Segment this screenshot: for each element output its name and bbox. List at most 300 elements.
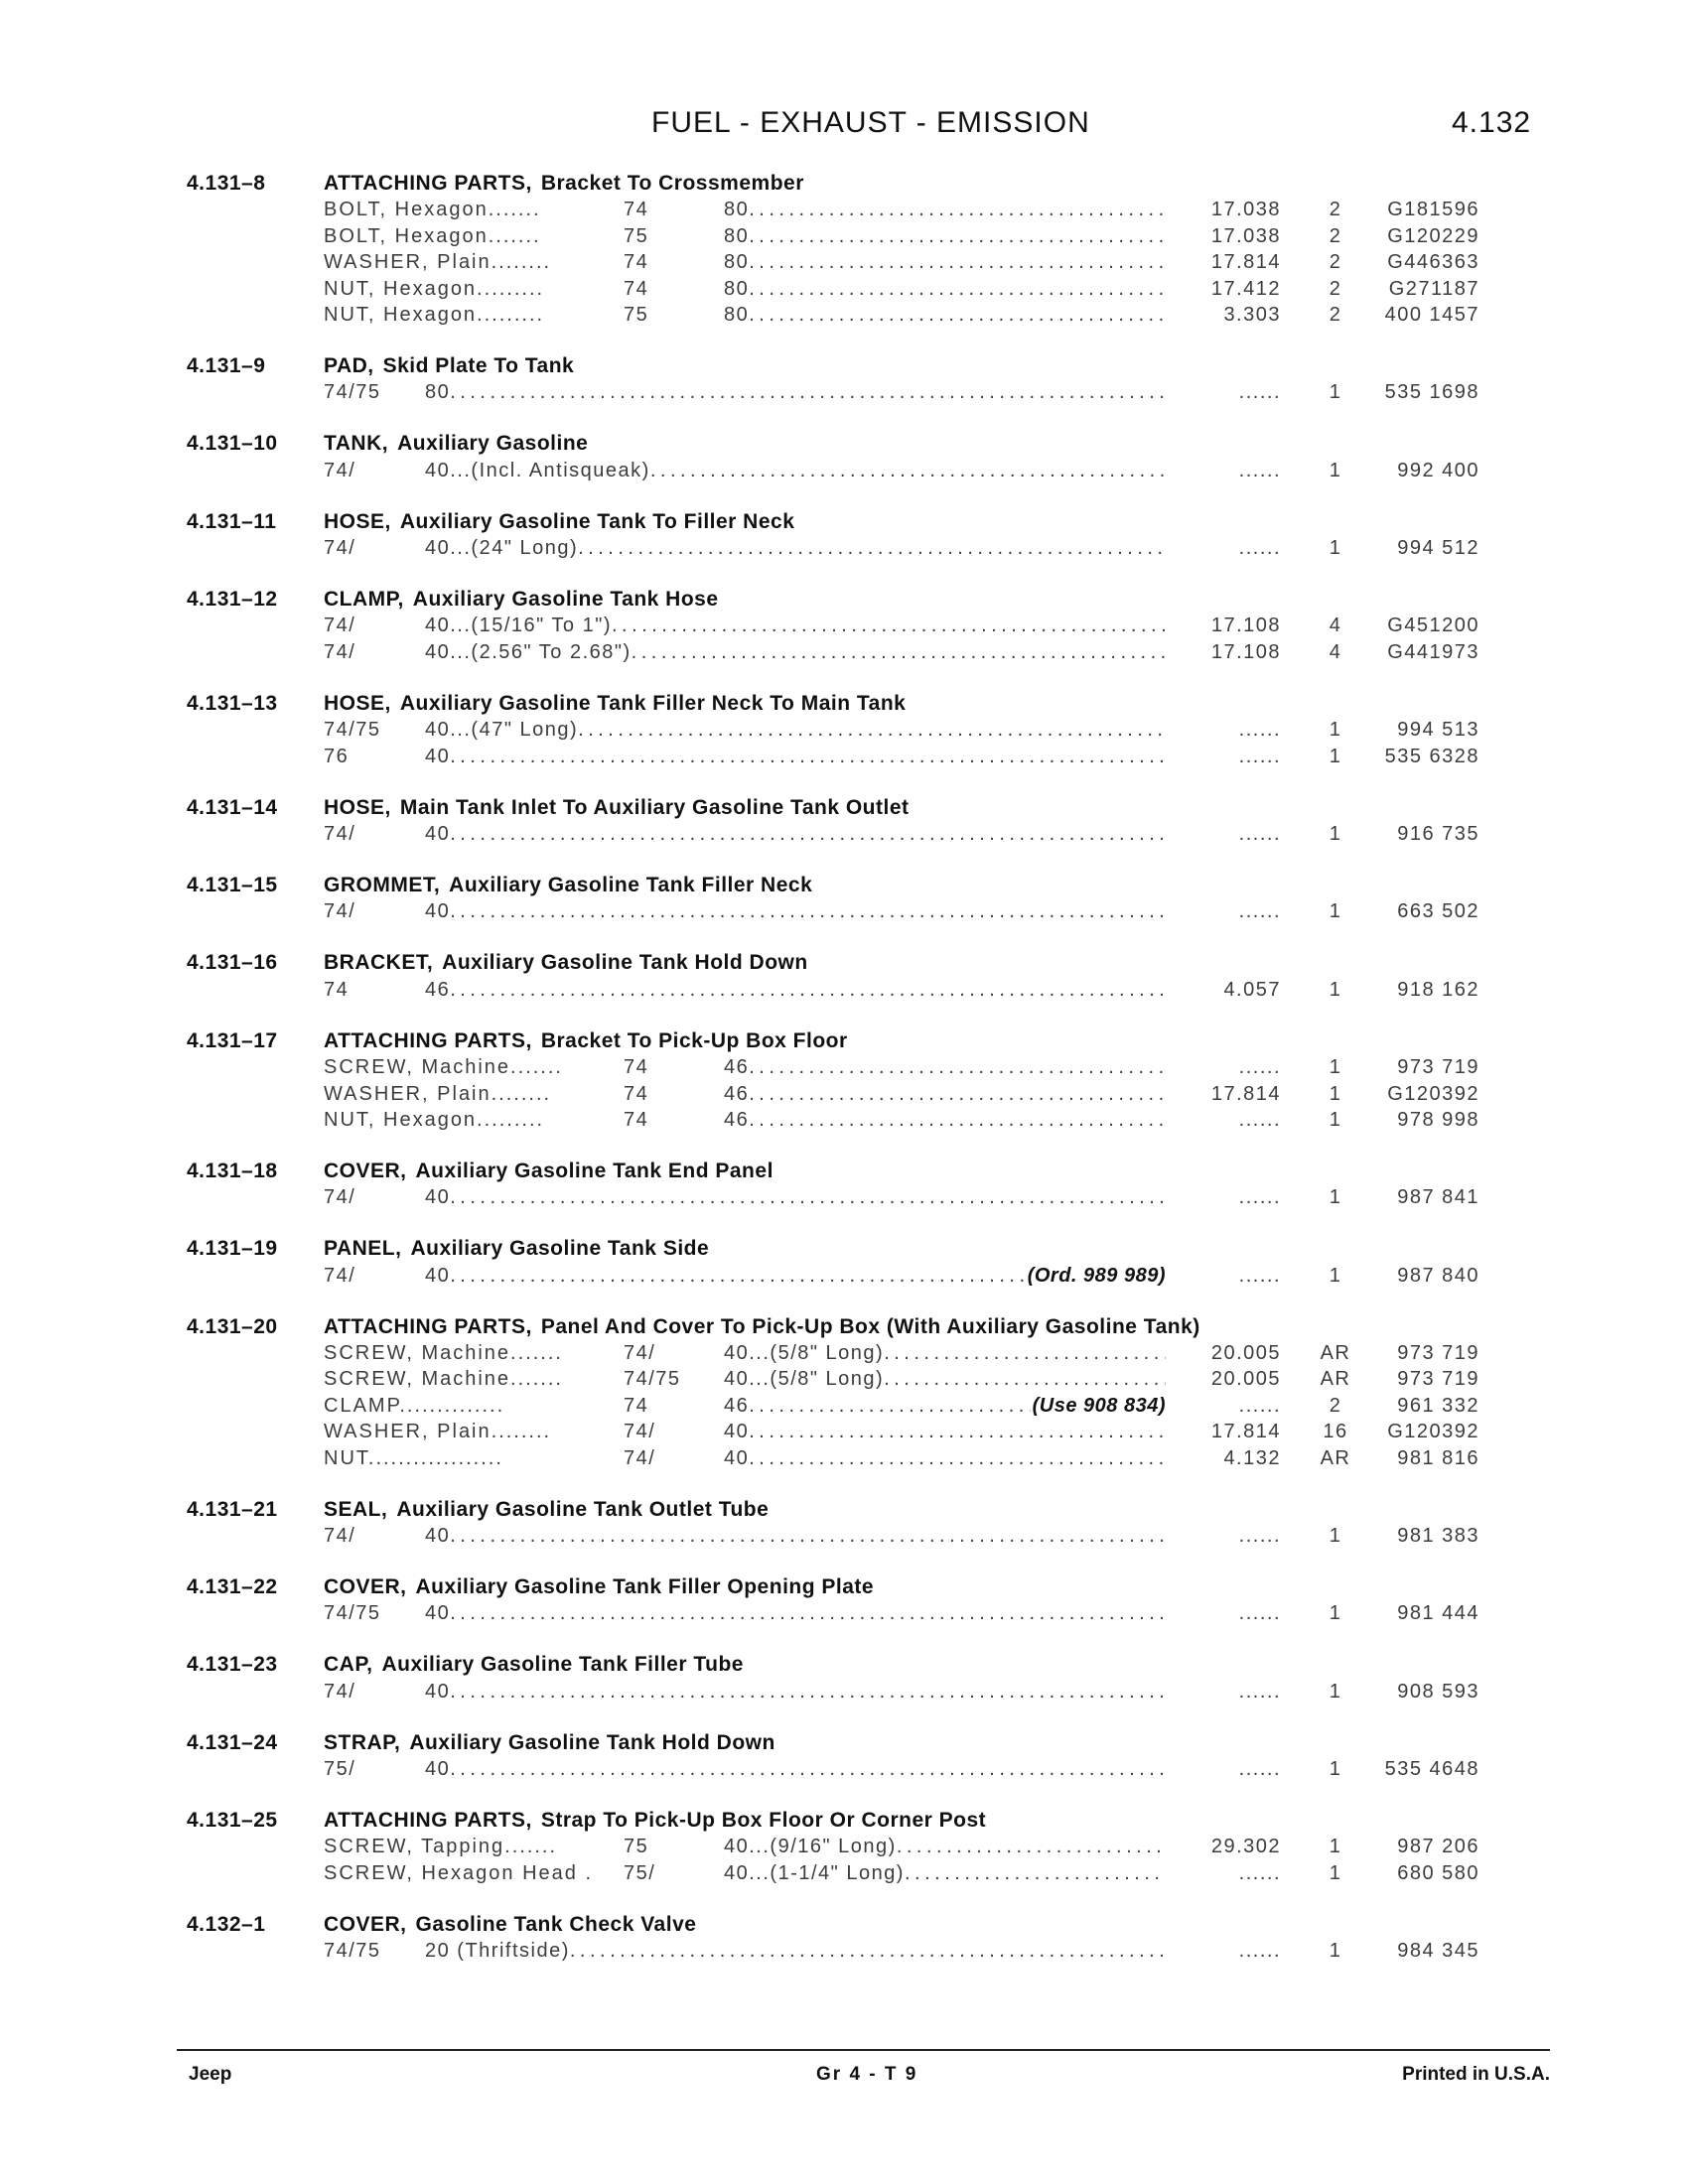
quantity: 2	[1329, 303, 1342, 326]
part-description: Bracket To Crossmember	[540, 172, 804, 195]
parts-list	[0, 171, 1688, 1989]
usage-code: 80	[724, 251, 750, 274]
usage-code-field	[724, 1860, 1166, 1886]
parts-entry	[0, 587, 1688, 665]
entry-title	[324, 1159, 774, 1184]
quantity: 1	[1329, 1940, 1342, 1963]
part-description: Auxiliary Gasoline Tank Outlet Tube	[396, 1497, 770, 1521]
leader-dots	[749, 1054, 1166, 1080]
usage-code-field	[724, 1393, 1166, 1419]
entry-title-row	[0, 1912, 1688, 1938]
usage-code-field	[724, 1834, 1166, 1859]
model-number: 74	[624, 1056, 649, 1079]
entry-title-row	[0, 431, 1688, 457]
item-name: SCREW, Machine.......	[324, 1056, 563, 1079]
part-description: Auxiliary Gasoline	[397, 432, 589, 456]
part-number: G441973	[1387, 640, 1479, 663]
model-number: 75/	[324, 1758, 356, 1781]
leader-dots	[450, 1679, 1166, 1705]
part-row	[0, 535, 1688, 561]
reference-page: 20.005	[1210, 1368, 1281, 1391]
part-number: 973 719	[1397, 1342, 1479, 1365]
leader-dots	[749, 1445, 1166, 1471]
usage-code: 40	[425, 1524, 451, 1547]
model-number: 74/75	[324, 719, 381, 742]
reference-page: ......	[1238, 745, 1281, 767]
usage-code: 40	[425, 745, 451, 767]
leader-dots	[450, 1523, 1166, 1549]
usage-code-field	[425, 744, 1166, 769]
entry-title	[324, 873, 812, 898]
leader-dots	[905, 1860, 1166, 1886]
part-number: G271187	[1388, 277, 1479, 300]
part-row	[0, 1184, 1688, 1210]
entry-title	[324, 1497, 769, 1523]
part-description: Main Tank Inlet To Auxiliary Gasoline Tank Outlet	[399, 795, 910, 819]
reference-number: 4.131–25	[187, 1809, 278, 1833]
entry-title	[324, 1652, 744, 1678]
usage-code: 40...(9/16" Long)	[724, 1836, 897, 1858]
footer-divider	[177, 2049, 1550, 2051]
model-number: 76	[324, 745, 350, 767]
usage-code-field	[425, 717, 1166, 743]
usage-code-field	[724, 1419, 1166, 1444]
part-row	[0, 1523, 1688, 1549]
usage-code: 40...(2.56" To 2.68")	[425, 640, 632, 663]
usage-code-field	[425, 898, 1166, 924]
usage-code-field	[425, 1523, 1166, 1549]
part-number: 978 998	[1397, 1108, 1479, 1131]
part-name: GROMMET,	[324, 873, 441, 896]
usage-code-field	[425, 458, 1166, 483]
reference-page: 17.814	[1210, 251, 1281, 274]
parts-entry	[0, 950, 1688, 1003]
model-number: 74	[624, 277, 649, 300]
usage-code: 46	[724, 1108, 750, 1131]
part-row	[0, 1600, 1688, 1626]
entry-title-row	[0, 873, 1688, 898]
leader-dots	[578, 717, 1166, 743]
reference-page: ......	[1238, 1186, 1281, 1209]
usage-code: 40	[425, 1758, 451, 1781]
quantity: 1	[1329, 1524, 1342, 1547]
reference-number: 4.131–10	[187, 432, 278, 456]
part-description: Auxiliary Gasoline Tank Filler Opening Plate	[415, 1574, 875, 1598]
part-name: PANEL,	[324, 1237, 402, 1261]
reference-page: ......	[1238, 1264, 1281, 1287]
leader-dots	[570, 1938, 1166, 1964]
part-name: STRAP,	[324, 1730, 401, 1754]
usage-code-field	[724, 197, 1166, 222]
leader-dots	[749, 1081, 1166, 1107]
parts-entry	[0, 171, 1688, 328]
part-row	[0, 1263, 1688, 1289]
usage-code: 80	[724, 277, 750, 300]
reference-number: 4.131–16	[187, 951, 278, 975]
leader-dots	[749, 302, 1166, 328]
part-number: 535 4648	[1384, 1758, 1479, 1781]
leader-dots	[450, 1184, 1166, 1210]
reference-number: 4.131–21	[187, 1497, 278, 1521]
part-number: 680 580	[1397, 1861, 1479, 1884]
entry-title	[324, 431, 588, 457]
quantity: 1	[1329, 1861, 1342, 1884]
parts-entry	[0, 1912, 1688, 1965]
model-number: 74/	[324, 614, 356, 637]
part-description: Bracket To Pick-Up Box Floor	[540, 1028, 848, 1052]
part-row	[0, 1340, 1688, 1366]
entry-title	[324, 1314, 1200, 1340]
part-description: Skid Plate To Tank	[382, 353, 575, 377]
part-description: Auxiliary Gasoline Tank End Panel	[415, 1159, 774, 1182]
part-number: 400 1457	[1384, 303, 1479, 326]
item-name: SCREW, Hexagon Head .	[324, 1861, 593, 1884]
usage-code: 40...(1-1/4" Long)	[724, 1861, 905, 1884]
item-name: SCREW, Machine.......	[324, 1368, 563, 1391]
model-number: 74	[624, 199, 649, 221]
part-number: 981 444	[1397, 1602, 1479, 1625]
usage-code-field	[425, 379, 1166, 405]
part-number: 987 840	[1397, 1264, 1479, 1287]
model-number: 75	[624, 1836, 649, 1858]
item-name: BOLT, Hexagon.......	[324, 224, 541, 247]
part-row	[0, 223, 1688, 249]
entry-title-row	[0, 1497, 1688, 1523]
part-row	[0, 1054, 1688, 1080]
leader-dots	[450, 1756, 1166, 1782]
part-number: G120392	[1387, 1082, 1479, 1105]
model-number: 74	[624, 1108, 649, 1131]
reference-number: 4.131–20	[187, 1314, 278, 1338]
usage-code-field	[425, 1938, 1166, 1964]
leader-dots	[749, 1393, 1030, 1419]
part-number: 908 593	[1397, 1680, 1479, 1703]
part-number: 535 1698	[1384, 381, 1479, 404]
part-row	[0, 1938, 1688, 1964]
entry-title-row	[0, 1574, 1688, 1600]
model-number: 74/	[624, 1342, 656, 1365]
item-name: NUT..................	[324, 1446, 503, 1469]
leader-dots	[450, 821, 1166, 847]
quantity: 1	[1329, 1264, 1342, 1287]
part-number: G446363	[1387, 251, 1479, 274]
usage-code: 40	[425, 900, 451, 923]
model-number: 74	[324, 978, 350, 1001]
item-name: NUT, Hexagon.........	[324, 1108, 545, 1131]
part-name: ATTACHING PARTS,	[324, 1028, 532, 1052]
part-row	[0, 197, 1688, 222]
part-name: ATTACHING PARTS,	[324, 1314, 532, 1338]
footer-printed-note: Printed in U.S.A.	[1402, 2064, 1550, 2085]
quantity: 1	[1329, 1082, 1342, 1105]
part-name: COVER,	[324, 1159, 407, 1182]
item-name: SCREW, Tapping.......	[324, 1836, 558, 1858]
part-row	[0, 1679, 1688, 1705]
entry-title-row	[0, 1730, 1688, 1756]
usage-code: 40...(47" Long)	[425, 719, 579, 742]
leader-dots	[884, 1340, 1166, 1366]
parts-entry	[0, 1314, 1688, 1471]
model-number: 74/	[324, 459, 356, 481]
part-number: 994 513	[1397, 719, 1479, 742]
item-name: WASHER, Plain........	[324, 1082, 552, 1105]
leader-dots	[749, 1419, 1166, 1444]
part-name: COVER,	[324, 1912, 407, 1936]
entry-title-row	[0, 1314, 1688, 1340]
quantity: 4	[1329, 640, 1342, 663]
part-row	[0, 717, 1688, 743]
reference-page: 20.005	[1210, 1342, 1281, 1365]
usage-code-field	[724, 1445, 1166, 1471]
part-number: 535 6328	[1384, 745, 1479, 767]
parts-entry	[0, 1730, 1688, 1783]
reference-page: ......	[1238, 1394, 1281, 1417]
part-name: BRACKET,	[324, 951, 434, 975]
part-name: HOSE,	[324, 691, 391, 715]
part-description: Panel And Cover To Pick-Up Box (With Auxiliary Gasoline Tank)	[540, 1314, 1200, 1338]
entry-title-row	[0, 950, 1688, 976]
usage-code: 40...(Incl. Antisqueak)	[425, 459, 650, 481]
part-name: SEAL,	[324, 1497, 388, 1521]
reference-page: ......	[1238, 1108, 1281, 1131]
model-number: 74	[624, 251, 649, 274]
part-name: TANK,	[324, 432, 389, 456]
part-number: 973 719	[1397, 1056, 1479, 1079]
entry-title-row	[0, 587, 1688, 613]
part-number: 981 383	[1397, 1524, 1479, 1547]
part-name: COVER,	[324, 1574, 407, 1598]
part-row	[0, 249, 1688, 275]
usage-code-field	[724, 1054, 1166, 1080]
leader-dots	[450, 898, 1166, 924]
usage-code-field	[425, 639, 1166, 665]
model-number: 74/	[324, 1264, 356, 1287]
part-number: 663 502	[1397, 900, 1479, 923]
parts-entry	[0, 795, 1688, 848]
part-row	[0, 639, 1688, 665]
reference-page: 17.108	[1210, 640, 1281, 663]
part-row	[0, 1393, 1688, 1419]
usage-code: 46	[425, 978, 451, 1001]
item-name: WASHER, Plain........	[324, 1421, 552, 1443]
reference-number: 4.131–23	[187, 1653, 278, 1677]
part-row	[0, 1107, 1688, 1133]
leader-dots	[450, 379, 1166, 405]
reference-page: 17.814	[1210, 1082, 1281, 1105]
quantity: 1	[1329, 900, 1342, 923]
usage-code: 40...(5/8" Long)	[724, 1342, 885, 1365]
model-number: 74/	[324, 1186, 356, 1209]
entry-title-row	[0, 1028, 1688, 1054]
reference-page: 4.132	[1223, 1446, 1281, 1469]
model-number: 75	[624, 303, 649, 326]
usage-code: 40	[425, 1186, 451, 1209]
usage-code: 40	[425, 1602, 451, 1625]
order-note: (Use 908 834)	[1032, 1394, 1166, 1417]
usage-code: 80	[724, 303, 750, 326]
part-row	[0, 744, 1688, 769]
quantity: 2	[1329, 277, 1342, 300]
model-number: 75	[624, 224, 649, 247]
model-number: 74/	[324, 822, 356, 845]
entry-title	[324, 353, 574, 379]
reference-number: 4.131–22	[187, 1574, 278, 1598]
leader-dots	[450, 977, 1166, 1003]
usage-code: 40	[425, 822, 451, 845]
reference-number: 4.131–15	[187, 873, 278, 896]
item-name: NUT, Hexagon.........	[324, 303, 545, 326]
part-name: CAP,	[324, 1653, 373, 1677]
part-number: 973 719	[1397, 1368, 1479, 1391]
quantity: AR	[1320, 1446, 1351, 1469]
usage-code: 40...(24" Long)	[425, 537, 579, 560]
part-number: 916 735	[1397, 822, 1479, 845]
usage-code: 46	[724, 1082, 750, 1105]
usage-code-field	[724, 302, 1166, 328]
usage-code: 40	[425, 1680, 451, 1703]
part-number: G181596	[1387, 199, 1479, 221]
model-number: 74	[624, 1394, 649, 1417]
parts-entry	[0, 873, 1688, 925]
leader-dots	[612, 613, 1166, 638]
leader-dots	[749, 1107, 1166, 1133]
entry-title-row	[0, 691, 1688, 717]
reference-page: 17.412	[1210, 277, 1281, 300]
usage-code: 80	[724, 224, 750, 247]
part-name: ATTACHING PARTS,	[324, 172, 532, 195]
usage-code: 80	[724, 199, 750, 221]
quantity: 1	[1329, 459, 1342, 481]
reference-number: 4.132–1	[187, 1912, 266, 1936]
part-description: Auxiliary Gasoline Tank Filler Tube	[381, 1653, 744, 1677]
entry-title-row	[0, 1652, 1688, 1678]
part-row	[0, 898, 1688, 924]
model-number: 74	[624, 1082, 649, 1105]
order-note: (Ord. 989 989)	[1027, 1264, 1166, 1287]
reference-number: 4.131–24	[187, 1730, 278, 1754]
entry-title	[324, 1808, 986, 1834]
quantity: 1	[1329, 1056, 1342, 1079]
item-name: SCREW, Machine.......	[324, 1342, 563, 1365]
footer-group-label: Gr 4 - T 9	[816, 2064, 918, 2085]
part-description: Auxiliary Gasoline Tank Filler Neck	[449, 873, 813, 896]
parts-entry	[0, 691, 1688, 769]
entry-title-row	[0, 509, 1688, 535]
quantity: 16	[1323, 1421, 1348, 1443]
quantity: 1	[1329, 978, 1342, 1001]
section-title: FUEL - EXHAUST - EMISSION	[651, 106, 1090, 139]
reference-page: ......	[1238, 1758, 1281, 1781]
reference-page: ......	[1238, 900, 1281, 923]
part-description: Auxiliary Gasoline Tank Side	[410, 1237, 710, 1261]
part-description: Strap To Pick-Up Box Floor Or Corner Post	[540, 1809, 987, 1833]
footer-brand: Jeep	[189, 2064, 232, 2085]
reference-page: 4.057	[1223, 978, 1281, 1001]
quantity: AR	[1320, 1342, 1351, 1365]
usage-code-field	[724, 1340, 1166, 1366]
leader-dots	[749, 249, 1166, 275]
part-name: HOSE,	[324, 795, 391, 819]
parts-entry	[0, 1652, 1688, 1705]
model-number: 74/	[324, 1524, 356, 1547]
leader-dots	[884, 1366, 1166, 1392]
usage-code: 40...(5/8" Long)	[724, 1368, 885, 1391]
item-name: BOLT, Hexagon.......	[324, 199, 541, 221]
parts-entry	[0, 1028, 1688, 1134]
part-row	[0, 1445, 1688, 1471]
reference-page: ......	[1238, 1680, 1281, 1703]
usage-code-field	[425, 821, 1166, 847]
reference-page: ......	[1238, 1524, 1281, 1547]
item-name: WASHER, Plain........	[324, 251, 552, 274]
part-description: Gasoline Tank Check Valve	[415, 1912, 697, 1936]
parts-entry	[0, 1497, 1688, 1550]
part-description: Auxiliary Gasoline Tank Filler Neck To Main Tank	[399, 691, 907, 715]
reference-number: 4.131–19	[187, 1237, 278, 1261]
parts-entry	[0, 1808, 1688, 1886]
entry-title-row	[0, 353, 1688, 379]
model-number: 74/	[324, 1680, 356, 1703]
reference-page: ......	[1238, 537, 1281, 560]
part-name: CLAMP,	[324, 588, 404, 612]
quantity: 1	[1329, 1602, 1342, 1625]
entry-title-row	[0, 1159, 1688, 1184]
quantity: 2	[1329, 199, 1342, 221]
usage-code: 46	[724, 1394, 750, 1417]
quantity: 1	[1329, 381, 1342, 404]
entry-title	[324, 950, 808, 976]
entry-title	[324, 587, 719, 613]
part-row	[0, 1366, 1688, 1392]
leader-dots	[749, 197, 1166, 222]
entry-title-row	[0, 171, 1688, 197]
part-row	[0, 977, 1688, 1003]
usage-code-field	[425, 1184, 1166, 1210]
part-number: 987 206	[1397, 1836, 1479, 1858]
reference-page: ......	[1238, 459, 1281, 481]
part-row	[0, 1860, 1688, 1886]
part-number: 992 400	[1397, 459, 1479, 481]
parts-entry	[0, 509, 1688, 562]
part-number: G120229	[1387, 224, 1479, 247]
part-number: 984 345	[1397, 1940, 1479, 1963]
entry-title	[324, 171, 804, 197]
quantity: 2	[1329, 1394, 1342, 1417]
model-number: 74/75	[624, 1368, 681, 1391]
usage-code-field	[724, 223, 1166, 249]
reference-page: ......	[1238, 719, 1281, 742]
part-name: HOSE,	[324, 509, 391, 533]
entry-title	[324, 1028, 848, 1054]
part-row	[0, 1834, 1688, 1859]
part-description: Auxiliary Gasoline Tank Hold Down	[409, 1730, 775, 1754]
usage-code: 40	[724, 1446, 750, 1469]
quantity: AR	[1320, 1368, 1351, 1391]
part-number: 994 512	[1397, 537, 1479, 560]
part-name: ATTACHING PARTS,	[324, 1809, 532, 1833]
reference-page: 3.303	[1223, 303, 1281, 326]
model-number: 74/75	[324, 1940, 381, 1963]
reference-page: ......	[1238, 822, 1281, 845]
reference-number: 4.131–14	[187, 795, 278, 819]
leader-dots	[450, 744, 1166, 769]
parts-entry	[0, 353, 1688, 406]
leader-dots	[650, 458, 1166, 483]
reference-page: ......	[1238, 1602, 1281, 1625]
item-name: CLAMP..............	[324, 1394, 505, 1417]
part-description: Auxiliary Gasoline Tank Hose	[412, 588, 719, 612]
quantity: 1	[1329, 745, 1342, 767]
